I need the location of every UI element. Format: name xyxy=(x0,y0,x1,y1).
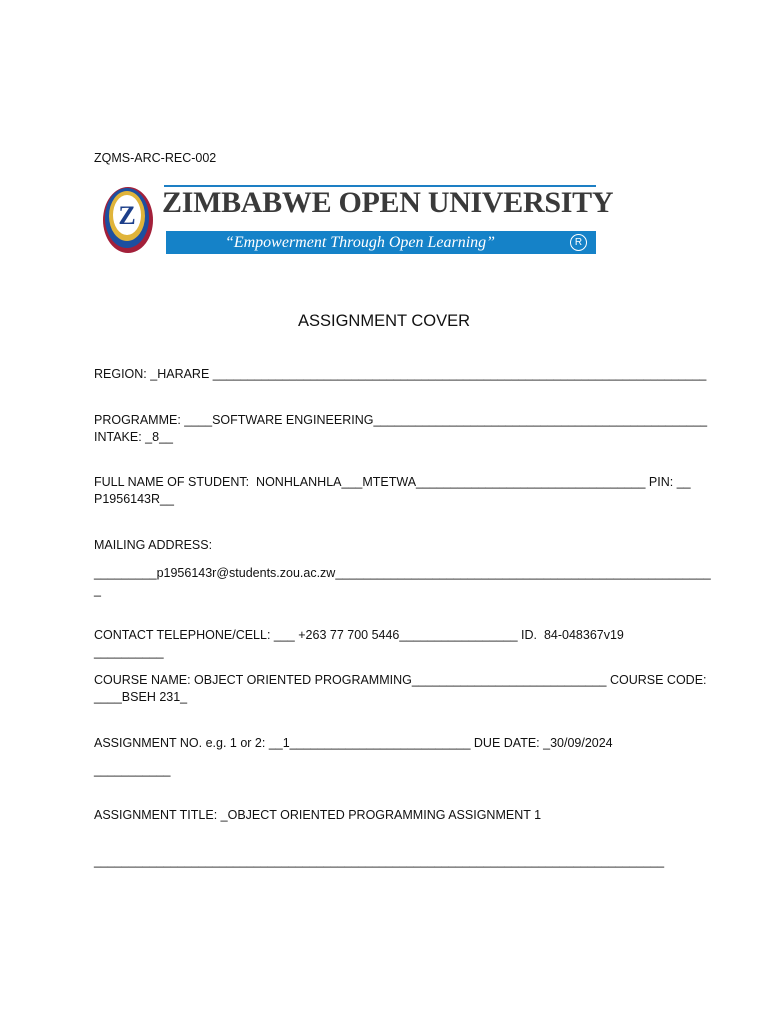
mailing-address-label: MAILING ADDRESS: xyxy=(94,538,213,552)
intake-field: INTAKE: _8__ xyxy=(94,430,173,444)
mailing-address-value: _________p1956143r@students.zou.ac.zw______________________________________________________ xyxy=(94,566,711,580)
zou-emblem-icon xyxy=(102,184,154,254)
university-name: ZIMBABWE OPEN UNIVERSITY xyxy=(162,186,614,219)
student-name-field: FULL NAME OF STUDENT: NONHLANHLA___MTETWA_________________________________ PIN: __ xyxy=(94,475,691,489)
region-field: REGION: _HARARE _______________________________________________________________________ xyxy=(94,367,707,381)
registered-mark-icon: R xyxy=(570,234,587,251)
page-title: ASSIGNMENT COVER xyxy=(297,312,471,330)
pin-value: P1956143R__ xyxy=(94,492,174,506)
assignment-number-field: ASSIGNMENT NO. e.g. 1 or 2: __1__________________________ DUE DATE: _30/09/2024 xyxy=(94,736,613,750)
title-continuation-line: __________________________________________________________________________________ xyxy=(94,854,665,868)
course-code-value: ____BSEH 231_ xyxy=(94,690,188,704)
university-logo xyxy=(102,184,614,256)
document-code: ZQMS-ARC-REC-002 xyxy=(94,151,217,165)
emblem-letter: Z xyxy=(118,201,136,230)
mailing-address-continued: _ xyxy=(94,583,101,597)
slogan-banner xyxy=(166,231,596,254)
course-name-field: COURSE NAME: OBJECT ORIENTED PROGRAMMING____________________________ COURSE CODE: xyxy=(94,673,707,687)
due-date-continued: ___________ xyxy=(94,763,171,777)
assignment-title-field: ASSIGNMENT TITLE: _OBJECT ORIENTED PROGRAMMING ASSIGNMENT 1 xyxy=(94,808,542,822)
contact-continued: __________ xyxy=(94,645,164,659)
programme-field: PROGRAMME: ____SOFTWARE ENGINEERING________________________________________________ xyxy=(94,413,708,427)
contact-telephone-field: CONTACT TELEPHONE/CELL: ___ +263 77 700 5446_________________ ID. 84-048367v19 xyxy=(94,628,624,642)
university-slogan: “Empowerment Through Open Learning” xyxy=(224,234,496,251)
